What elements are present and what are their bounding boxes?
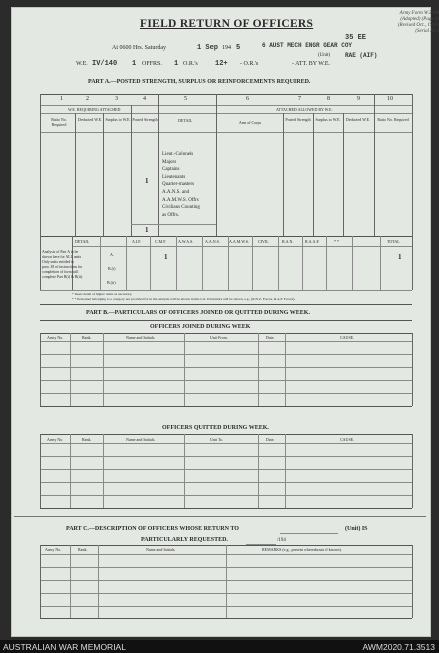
col-head: Deducted W.E. — [77, 117, 103, 122]
rule — [40, 456, 412, 457]
rule — [258, 434, 259, 508]
rule — [100, 236, 101, 290]
rank-label: Lieutenants — [162, 174, 186, 180]
analysis-head: DETAIL — [75, 239, 90, 244]
army-form-line: (Serial No.) — [415, 29, 439, 34]
rule — [40, 434, 412, 435]
ors-2: - O.R.'s — [240, 61, 259, 67]
rule — [184, 434, 185, 508]
rule — [40, 508, 412, 509]
year-label: 194 — [222, 45, 231, 51]
part-c-head: Army No. — [45, 547, 62, 552]
unit-stamp-2: RAE (AIF) — [345, 52, 378, 59]
quitted-head: Name and Initials. — [126, 437, 156, 442]
part-b-heading: PART B.—PARTICULARS OF OFFICERS JOINED OR QUITTED DURING WEEK. — [86, 310, 310, 316]
footer-right: AWM2020.71.3513 — [362, 642, 435, 652]
rule — [40, 236, 41, 290]
ranks-list — [162, 151, 200, 219]
part-c-head: Name and Initials. — [146, 547, 176, 552]
rule — [40, 618, 412, 619]
army-form-line: (Adapted) (Page 1) — [400, 17, 439, 22]
rank-label: Captains — [162, 167, 180, 173]
col-number: 1 — [60, 96, 63, 102]
we-requiring-attached: W.E. REQUIRING ATTACHED — [68, 107, 121, 112]
col-head: Posted Strength — [285, 117, 311, 122]
analysis-head: R.A.A.F. — [305, 239, 320, 244]
footer-bar — [0, 640, 439, 653]
rule — [412, 236, 413, 290]
rule — [285, 333, 286, 406]
rule — [40, 469, 412, 470]
rule — [40, 434, 41, 508]
rule — [70, 333, 71, 406]
analysis-head: TOTAL — [387, 239, 400, 244]
footnote: * * Personnel belonging to a category not provided for in the analysis will be shown in this Col. Particulars will be shown, e.g., (R.N.Z. Forces, R.A.F. Forces). — [72, 296, 296, 301]
col-number: 5 — [184, 96, 187, 102]
rule — [40, 132, 412, 133]
part-c-date: /194 — [277, 538, 286, 543]
rule — [40, 482, 412, 483]
col-head: Deducted W.E. — [345, 117, 371, 122]
rule — [326, 236, 327, 290]
col-head: Surplus to W.E. — [105, 117, 131, 122]
rule — [412, 434, 413, 508]
rank-label: Majors — [162, 159, 177, 165]
offrs-value-2: 1 — [174, 60, 179, 68]
part-c-head: REMARKS (e.g., present whereabouts if known). — [262, 547, 342, 552]
rule — [302, 236, 303, 290]
footnote: * Insert detail of higher ranks as necessary. — [72, 292, 133, 296]
rule — [313, 113, 314, 236]
col-number: 10 — [387, 96, 393, 102]
rule — [202, 236, 203, 290]
instruction-line: shown here for ALL units — [42, 255, 82, 259]
posted-strength-value: 1 — [145, 177, 149, 185]
quitted-head: Unit To. — [210, 437, 224, 442]
col-head: Surplus to W.E. — [315, 117, 341, 122]
rank-label: Quarter-masters — [162, 182, 195, 188]
analysis-head: A.W.A.S. — [178, 239, 194, 244]
instruction-line: para. 38 of instructions for — [42, 265, 83, 269]
army-form-line: (Revised Oct., 1943) — [397, 23, 439, 28]
rule — [40, 94, 412, 95]
rule — [75, 113, 76, 236]
analysis-row-label: A. — [110, 252, 114, 257]
joined-head: Name and Initials. — [126, 335, 156, 340]
unit-label: (Unit) — [318, 53, 331, 58]
analysis-row-label: B.(i) — [108, 266, 116, 271]
col-number: 2 — [86, 96, 89, 102]
ors-value: 12+ — [215, 60, 228, 68]
army-form-line: Army Form W.3008 — [399, 11, 439, 16]
col-number: 6 — [246, 96, 249, 102]
rule — [103, 434, 104, 508]
analysis-head: A.A.M.W.S. — [229, 239, 249, 244]
rule — [40, 495, 412, 496]
instruction-line: completion of form will — [42, 270, 79, 274]
rule — [72, 246, 412, 247]
rule — [258, 333, 259, 406]
rank-label: A.A.N.S. and — [162, 189, 190, 195]
rule — [40, 105, 412, 106]
rule — [285, 434, 286, 508]
rule — [14, 516, 426, 517]
col-number: 4 — [143, 96, 146, 102]
rank-label: as Offrs. — [162, 212, 180, 218]
analysis-row-label: B.(ii) — [107, 280, 116, 285]
col-head: Ratio No. Required — [51, 117, 67, 127]
rule — [40, 354, 412, 355]
rule — [158, 94, 159, 236]
rule — [40, 236, 412, 237]
rule — [126, 236, 127, 290]
rule — [40, 341, 412, 342]
part-a-heading: PART A.—POSTED STRENGTH, SURPLUS OR REINFORCEMENTS REQUIRED. — [88, 79, 311, 85]
rule — [103, 333, 104, 406]
rule — [98, 545, 99, 618]
rule — [40, 113, 412, 114]
rule — [131, 224, 216, 225]
quitted-head: Army No. — [47, 437, 64, 442]
col-number: 9 — [357, 96, 360, 102]
analysis-head: CIVIL — [258, 239, 269, 244]
quitted-head: Rank. — [82, 437, 92, 442]
date-stamp: 1 Sep — [197, 44, 219, 52]
analysis-head: * * — [334, 239, 339, 244]
offrs-value: 1 — [132, 60, 137, 68]
rule — [228, 236, 229, 290]
quitted-head: CAUSE. — [340, 437, 355, 442]
year-suffix: 5 — [236, 44, 241, 52]
att-label: - ATT. BY W.E. — [292, 61, 331, 67]
we-value: IV/140 — [92, 60, 118, 68]
analysis-instructions — [42, 250, 83, 280]
rule — [150, 236, 151, 290]
instruction-line: Only units entitled to — [42, 260, 75, 264]
analysis-head: A.A.N.S. — [205, 239, 220, 244]
serial-stamp: 35 EE — [345, 34, 367, 42]
rule — [184, 333, 185, 406]
rule — [40, 406, 412, 407]
rule — [40, 545, 41, 618]
analysis-total-value: 1 — [398, 253, 402, 261]
part-c-head: Rank. — [78, 547, 88, 552]
form-title: FIELD RETURN OF OFFICERS — [140, 18, 314, 30]
rule — [40, 290, 412, 291]
we-label: W.E. — [76, 61, 88, 67]
col-head: Arm of Corps — [238, 120, 262, 125]
rule — [40, 380, 412, 381]
rule — [352, 236, 353, 290]
quitted-title: OFFICERS QUITTED DURING WEEK. — [162, 425, 269, 431]
rule — [103, 113, 104, 236]
joined-title: OFFICERS JOINED DURING WEEK — [150, 324, 251, 330]
rule — [176, 236, 177, 290]
rank-label: Lieut.-Colonels — [162, 152, 194, 157]
rule — [380, 236, 381, 290]
army-form-ref — [340, 11, 439, 35]
part-c-line2: PARTICULARLY REQUESTED. — [141, 537, 228, 543]
rule — [70, 545, 71, 618]
rule — [131, 105, 132, 236]
rule — [40, 333, 412, 334]
time-label: At 0600 Hrs. Saturday — [112, 45, 166, 51]
rule — [40, 333, 41, 406]
rule — [374, 94, 375, 236]
rule — [280, 533, 338, 534]
analysis-head: C.M.F. — [155, 239, 167, 244]
rule — [252, 236, 253, 290]
col-number: 8 — [327, 96, 330, 102]
rank-label: A.A.M.W.S. Offrs — [162, 197, 199, 203]
rule — [412, 333, 413, 406]
rule — [278, 236, 279, 290]
rule — [40, 393, 412, 394]
col-head: Posted Strength — [132, 117, 158, 122]
joined-head: Unit From. — [210, 335, 228, 340]
part-c-heading: PART C.—DESCRIPTION OF OFFICERS WHOSE RETURN TO — [66, 526, 239, 532]
attached-allowed: ATTACHED ALLOWED BY W.E. — [276, 107, 333, 112]
analysis-head: R.A.N. — [282, 239, 294, 244]
footer-left: AUSTRALIAN WAR MEMORIAL — [3, 642, 126, 652]
rule — [40, 443, 412, 444]
ors-label: O.R.'s — [183, 61, 198, 67]
quitted-head: Date. — [266, 437, 275, 442]
instruction-line: Analysis of Part A to be — [42, 250, 79, 254]
joined-head: Rank. — [82, 335, 92, 340]
unit-stamp: 6 AUST MECH ENGR GEAR COY — [262, 42, 353, 49]
footnotes — [72, 292, 295, 301]
rule — [70, 434, 71, 508]
offrs-label: OFFRS. — [142, 61, 162, 67]
detail-head: DETAIL — [178, 118, 193, 123]
rule — [216, 94, 217, 236]
analysis-head: A.I.F. — [132, 239, 142, 244]
joined-head: Army No. — [47, 335, 64, 340]
col-number: 7 — [298, 96, 301, 102]
rule — [283, 113, 284, 236]
rule — [40, 367, 412, 368]
rule — [226, 545, 227, 618]
instruction-line: complete Part B(i) & B(ii). — [42, 275, 84, 279]
col-head: Ratio No. Required — [377, 117, 409, 122]
rule — [40, 304, 412, 305]
rule — [40, 94, 41, 236]
total-value: 1 — [145, 226, 149, 234]
joined-head: CAUSE. — [340, 335, 355, 340]
rule — [40, 320, 412, 321]
rule — [343, 113, 344, 236]
col-number: 3 — [115, 96, 118, 102]
aif-value: 1 — [164, 253, 168, 261]
rule — [412, 545, 413, 618]
rule — [412, 94, 413, 236]
joined-head: Date. — [266, 335, 275, 340]
rank-label: Civilians Counting — [162, 205, 200, 211]
part-c-unit: (Unit) IS — [345, 526, 368, 532]
